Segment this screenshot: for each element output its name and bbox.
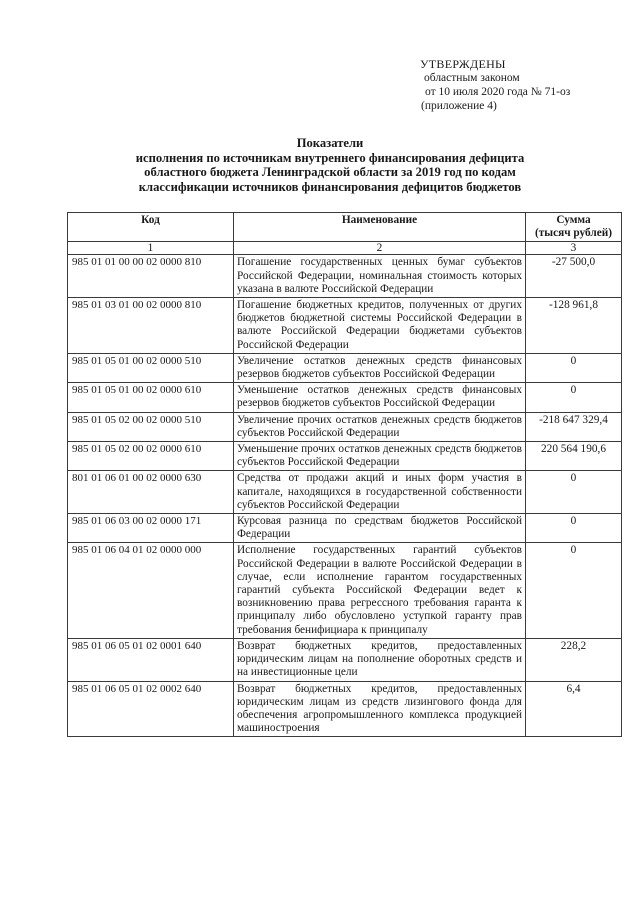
row-sum: 228,2 [526,638,622,681]
row-name: Средства от продажи акций и иных форм участия в капитале, находящихся в государственной собственности субъектов Российской Федерации [234,471,526,514]
row-name: Курсовая разница по средствам бюджетов Российской Федерации [234,514,526,543]
header-sum [526,213,622,242]
row-code: 985 01 05 02 00 02 0000 610 [68,442,234,471]
row-name: Погашение государственных ценных бумаг субъектов Российской Федерации, номинальная стоимость которых указана в валюте Российской Федерации [234,255,526,298]
column-number: 1 [68,242,234,255]
row-code: 985 01 05 01 00 02 0000 610 [68,383,234,412]
row-code: 985 01 01 00 00 02 0000 810 [68,255,234,298]
row-sum: 0 [526,383,622,412]
title-line-1: Показатели [296,136,364,150]
row-code: 985 01 05 01 00 02 0000 510 [68,353,234,382]
row-name: Исполнение государственных гарантий субъектов Российской Федерации в валюте Российской Федерации в случае, если исполнение гарантом государственных гарантий субъекта Российской Федерации ведет к возникновению права регрессного требования гаранта к принципалу либо обусловлено уступкой гаранту прав требования бенифициара к принципалу [234,543,526,638]
approval-law: областным законом [424,72,520,84]
title-line-4: классификации источников финансирования дефицитов бюджетов [138,179,522,194]
table-row [68,255,622,298]
row-code: 985 01 03 01 00 02 0000 810 [68,298,234,354]
table-header-row [68,213,622,242]
table-row [68,471,622,514]
sources-table [67,212,622,737]
header-sum-unit: (тысяч рублей) [534,227,613,240]
row-code: 985 01 06 04 01 02 0000 000 [68,543,234,638]
document-title [60,136,600,194]
row-name: Уменьшение остатков денежных средств финансовых резервов бюджетов субъектов Российской Федерации [234,383,526,412]
row-code: 985 01 06 05 01 02 0002 640 [68,681,234,737]
row-name: Увеличение остатков денежных средств финансовых резервов бюджетов субъектов Российской Федерации [234,353,526,382]
column-numbers-row [68,242,622,255]
table-row [68,638,622,681]
column-number: 3 [526,242,622,255]
row-sum: 0 [526,353,622,382]
approval-block [420,57,635,113]
table-row [68,383,622,412]
table-row [68,681,622,737]
approval-heading: УТВЕРЖДЕНЫ [420,57,506,71]
row-sum: 0 [526,543,622,638]
table-row [68,442,622,471]
row-code: 985 01 06 05 01 02 0001 640 [68,638,234,681]
header-name: Наименование [234,213,526,242]
row-sum: -27 500,0 [526,255,622,298]
row-name: Погашение бюджетных кредитов, полученных от других бюджетов бюджетной системы Российской Федерации в валюте Российской Федерации бюджетами субъектов Российской Федерации [234,298,526,354]
table-row [68,298,622,354]
approval-date: от 10 июля 2020 года № 71-оз [425,86,571,98]
row-code: 985 01 06 03 00 02 0000 171 [68,514,234,543]
approval-appendix: (приложение 4) [421,100,497,112]
row-name: Уменьшение прочих остатков денежных средств бюджетов субъектов Российской Федерации [234,442,526,471]
row-name: Возврат бюджетных кредитов, предоставленных юридическим лицам из средств лизингового фонда для обеспечения агропромышленного комплекса продукцией машиностроения [234,681,526,737]
title-line-2: исполнения по источникам внутреннего финансирования дефицита [135,150,525,165]
row-code: 801 01 06 01 00 02 0000 630 [68,471,234,514]
table-row [68,412,622,441]
table-row [68,514,622,543]
row-name: Возврат бюджетных кредитов, предоставленных юридическим лицам на пополнение оборотных средств и на инвестиционные цели [234,638,526,681]
header-sum-label: Сумма [556,214,591,226]
row-sum: 220 564 190,6 [526,442,622,471]
table-row [68,543,622,638]
title-line-3: областного бюджета Ленинградской области за 2019 год по кодам [144,165,516,179]
row-sum: 0 [526,471,622,514]
column-number: 2 [234,242,526,255]
row-sum: -218 647 329,4 [526,412,622,441]
row-sum: 0 [526,514,622,543]
row-sum: 6,4 [526,681,622,737]
table-row [68,353,622,382]
row-sum: -128 961,8 [526,298,622,354]
row-name: Увеличение прочих остатков денежных средств бюджетов субъектов Российской Федерации [234,412,526,441]
header-code: Код [68,213,234,242]
row-code: 985 01 05 02 00 02 0000 510 [68,412,234,441]
